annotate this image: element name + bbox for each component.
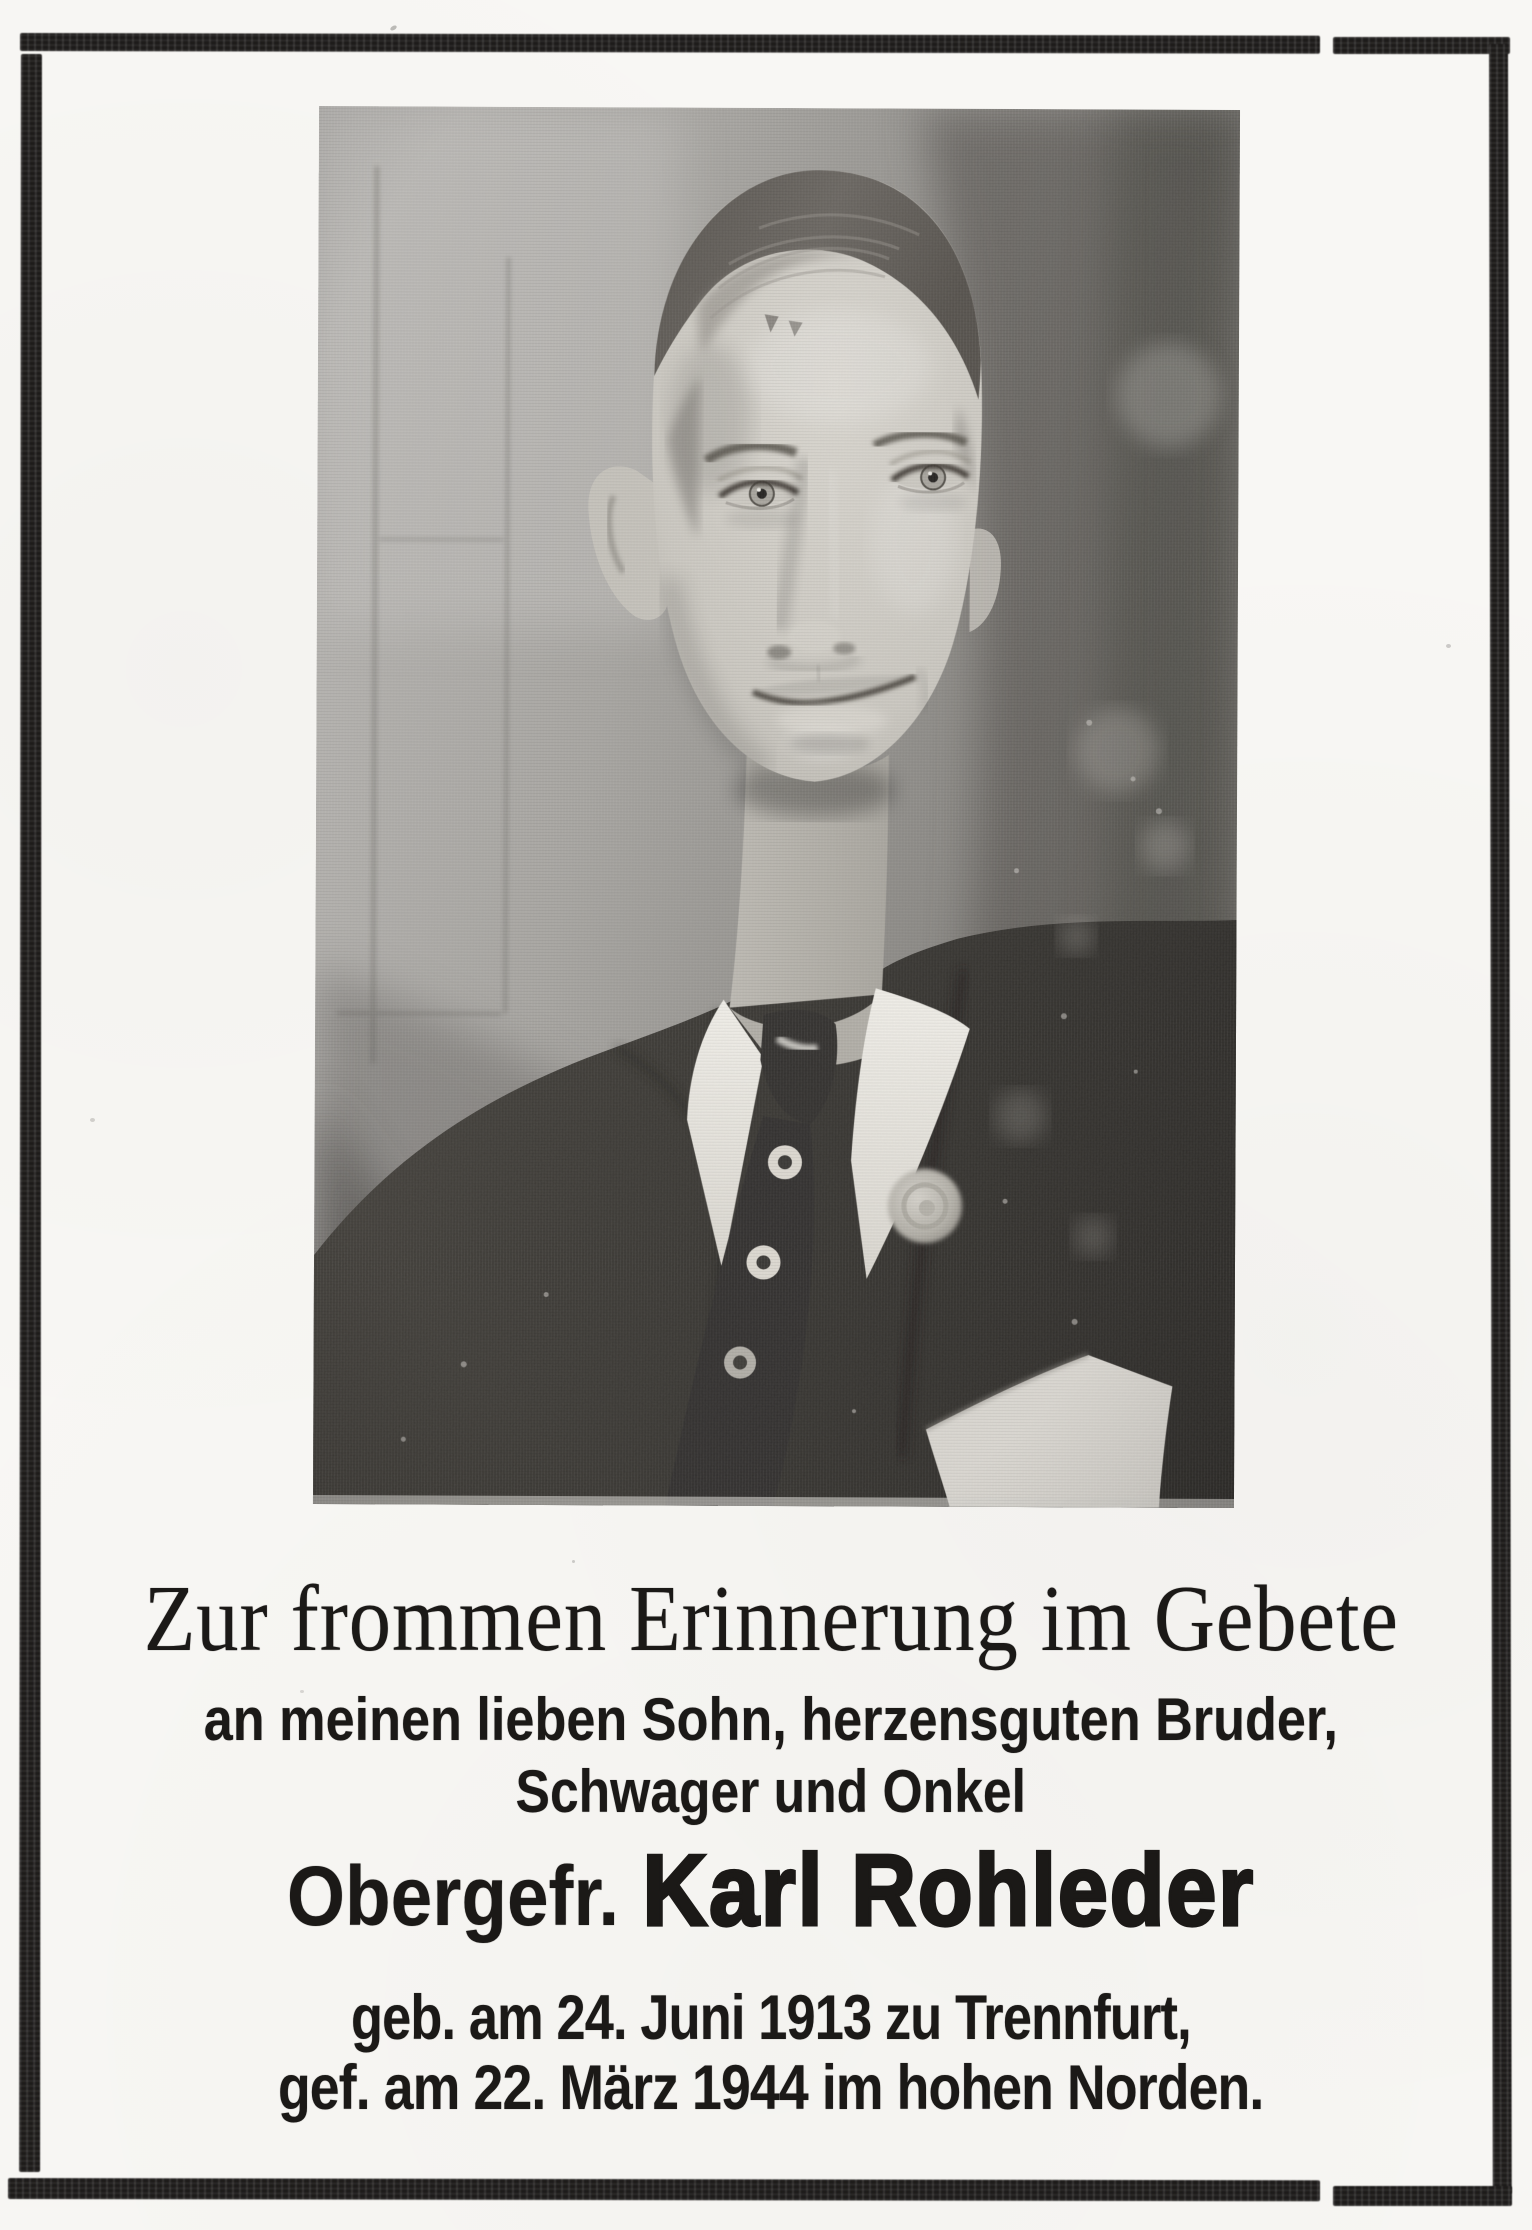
deceased-name-text: Karl Rohleder (642, 1835, 1256, 1947)
dedication-line-1 (22, 1686, 1520, 1753)
death-line-text: gef. am 22. März 1944 im hohen Norden. (278, 2053, 1264, 2123)
memorial-heading-text: Zur frommen Erinnerung im Gebete (143, 1567, 1399, 1671)
paper-speck (1446, 644, 1451, 648)
portrait-photo (313, 106, 1240, 1508)
dedication-line-2-text: Schwager und Onkel (515, 1758, 1027, 1825)
birth-line-text: geb. am 24. Juni 1913 zu Trennfurt, (351, 1983, 1191, 2053)
frame-bottom-rule-right-segment (1333, 2186, 1512, 2206)
frame-top-rule-right-segment (1333, 37, 1510, 54)
memorial-heading (22, 1567, 1520, 1671)
frame-top-rule-left-segment (20, 33, 1320, 54)
birth-line (22, 1983, 1520, 2053)
paper-speck (572, 1560, 575, 1563)
dedication-line-2 (22, 1758, 1520, 1825)
frame-bottom-rule-left-segment (8, 2178, 1320, 2201)
name-line (22, 1835, 1520, 1947)
rank-text: Obergefr. (286, 1849, 620, 1943)
photo-grain (313, 106, 1240, 1508)
dedication-line-1-text: an meinen lieben Sohn, herzensguten Bruder, (203, 1686, 1339, 1753)
death-line (22, 2053, 1520, 2123)
paper-speck (389, 25, 397, 32)
paper-speck (90, 1118, 95, 1122)
